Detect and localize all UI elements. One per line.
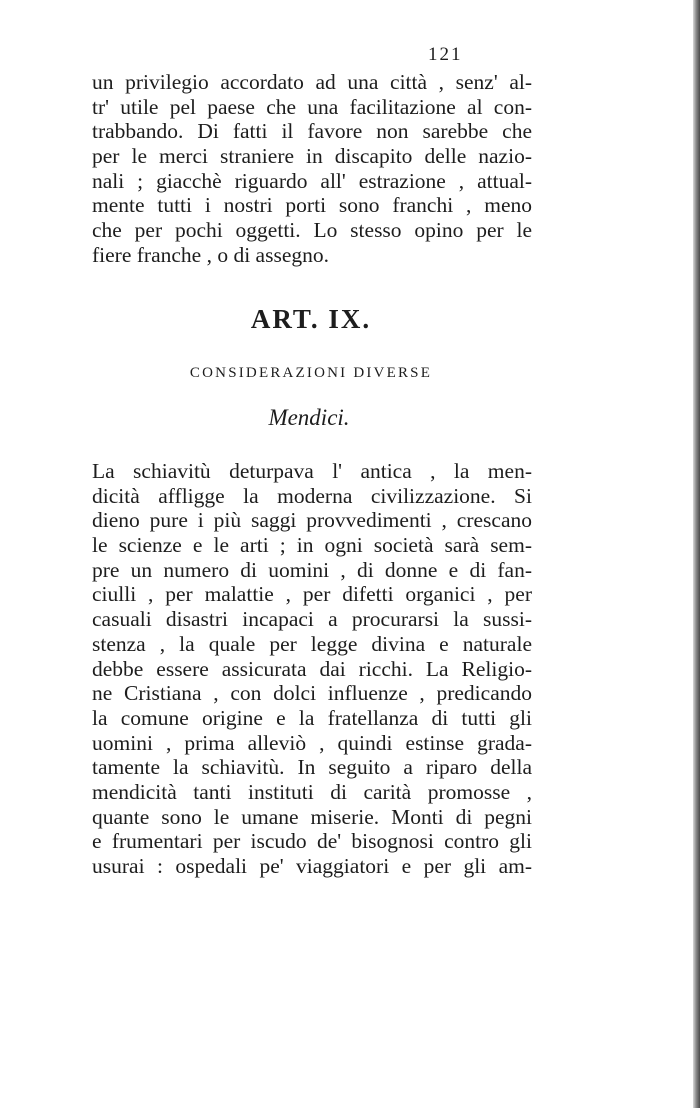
text-line: un privilegio accordato ad una città , senz' al-: [92, 70, 532, 94]
text-line: che per pochi oggetti. Lo stesso opino per le: [92, 218, 532, 243]
text-line: usurai : ospedali pe' viaggiatori e per gli am-: [92, 854, 532, 878]
paragraph-mendici-lines: [92, 459, 532, 879]
text-line: tamente la schiavitù. In seguito a riparo della: [92, 755, 532, 780]
section-subtitle: CONSIDERAZIONI DIVERSE: [189, 365, 433, 381]
text-line: nali ; giacchè riguardo all' estrazione , attual-: [92, 168, 532, 193]
text-line: casuali disastri incapaci a procurarsi la sussi-: [92, 607, 532, 632]
text-line: quante sono le umane miserie. Monti di pegni: [92, 804, 532, 829]
section-topic-title: Mendici.: [268, 405, 350, 430]
text-line: fiere franche , o di assegno.: [92, 242, 329, 267]
text-line: tr' utile pel paese che una facilitazione al con-: [92, 94, 532, 119]
page-number: 121: [428, 44, 463, 65]
text-line: stenza , la quale per legge divina e naturale: [92, 631, 532, 656]
text-line: dicità affligge la moderna civilizzazione. Si: [92, 483, 532, 508]
text-line: e frumentari per iscudo de' bisognosi contro gli: [92, 829, 532, 854]
paragraph-continued: [92, 70, 532, 268]
text-line: La schiavitù deturpava l' antica , la men-: [92, 459, 532, 483]
text-line: le scienze e le arti ; in ogni società sarà sem-: [92, 533, 532, 558]
text-line: dieno pure i più saggi provvedimenti , crescano: [92, 508, 532, 533]
text-line: ne Cristiana , con dolci influenze , predicando: [92, 681, 532, 706]
text-line: ciulli , per malattie , per difetti organici , per: [92, 582, 532, 607]
page-edge-shadow: [693, 0, 700, 1108]
text-line: uomini , prima alleviò , quindi estinse grada-: [92, 730, 532, 755]
section-heading: ART. IX.: [250, 304, 372, 334]
text-line: pre un numero di uomini , di donne e di fan-: [92, 557, 532, 582]
text-line: trabbando. Di fatti il favore non sarebbe che: [92, 119, 532, 144]
text-line: mendicità tanti instituti di carità promosse ,: [92, 779, 532, 804]
text-line: per le merci straniere in discapito delle nazio-: [92, 144, 532, 169]
text-line: debbe essere assicurata dai ricchi. La Religio-: [92, 656, 532, 681]
text-line: mente tutti i nostri porti sono franchi , meno: [92, 193, 532, 218]
text-line: la comune origine e la fratellanza di tutti gli: [92, 705, 532, 730]
